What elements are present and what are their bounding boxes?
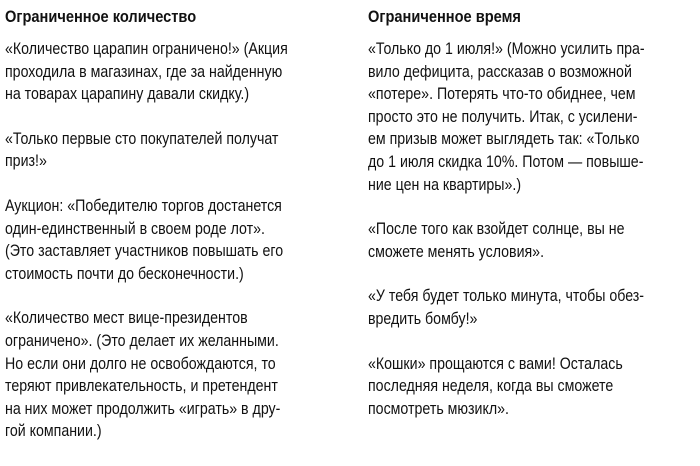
text-line: просто это не получить. Итак, с усилени- <box>368 107 638 126</box>
text-line: гой компании.) <box>5 422 102 441</box>
text-line: «После того как взойдет солнце, вы не <box>368 220 625 239</box>
left-heading: Ограниченное количество <box>5 7 197 26</box>
text-line: вредить бомбу!» <box>368 309 478 328</box>
text-line: стоимость почти до бесконечности.) <box>5 264 244 283</box>
text-line: вило дефицита, рассказав о возможной <box>368 62 632 81</box>
text-line: сможете менять условия». <box>368 242 545 261</box>
text-line: (Это заставляет участников повышать его <box>5 242 284 261</box>
text-line: проходила в магазинах, где за найденную <box>5 62 283 81</box>
right-heading: Ограниченное время <box>368 7 521 26</box>
text-line: ограничено». (Это делает их желанными. <box>5 331 279 350</box>
left-paragraph-3 <box>5 195 352 285</box>
text-line: Аукцион: «Победителю торгов достанется <box>5 196 282 215</box>
text-line: приз!» <box>5 152 47 171</box>
left-paragraph-1 <box>5 38 352 106</box>
text-line: «Количество мест вице-президентов <box>5 309 248 328</box>
left-paragraph-4 <box>5 307 352 443</box>
text-line: Но если они долго не освобождаются, то <box>5 354 276 373</box>
text-line: посмотреть мюзикл». <box>368 399 509 418</box>
right-paragraph-4 <box>368 353 697 421</box>
right-paragraph-3 <box>368 285 697 330</box>
right-paragraph-2 <box>368 218 697 263</box>
text-line: «Только первые сто покупателей получат <box>5 129 279 148</box>
text-line: теряют привлекательность, и претендент <box>5 377 278 396</box>
text-line: на товарах царапину давали скидку.) <box>5 85 250 104</box>
text-line: «потере». Потерять что-то обиднее, чем <box>368 85 636 104</box>
text-line: последняя неделя, когда вы сможете <box>368 377 614 396</box>
text-line: «У тебя будет только минута, чтобы обез- <box>368 287 645 306</box>
text-line: ние цен на квартиры».) <box>368 175 522 194</box>
right-column <box>368 6 698 442</box>
left-paragraph-2 <box>5 128 352 173</box>
text-line: «Количество царапин ограничено!» (Акция <box>5 40 288 58</box>
text-line: «Только до 1 июля!» (Можно усилить пра- <box>368 40 645 58</box>
text-line: «Кошки» прощаются с вами! Осталась <box>368 354 623 373</box>
left-column <box>5 6 353 465</box>
text-line: один-единственный в своем роде лот». <box>5 219 265 238</box>
right-paragraph-1 <box>368 38 697 196</box>
text-line: на них может продолжить «играть» в дру- <box>5 399 281 418</box>
text-line: до 1 июля скидка 10%. Потом — повыше- <box>368 152 644 171</box>
text-line: ем призыв может выглядеть так: «Только <box>368 130 640 149</box>
